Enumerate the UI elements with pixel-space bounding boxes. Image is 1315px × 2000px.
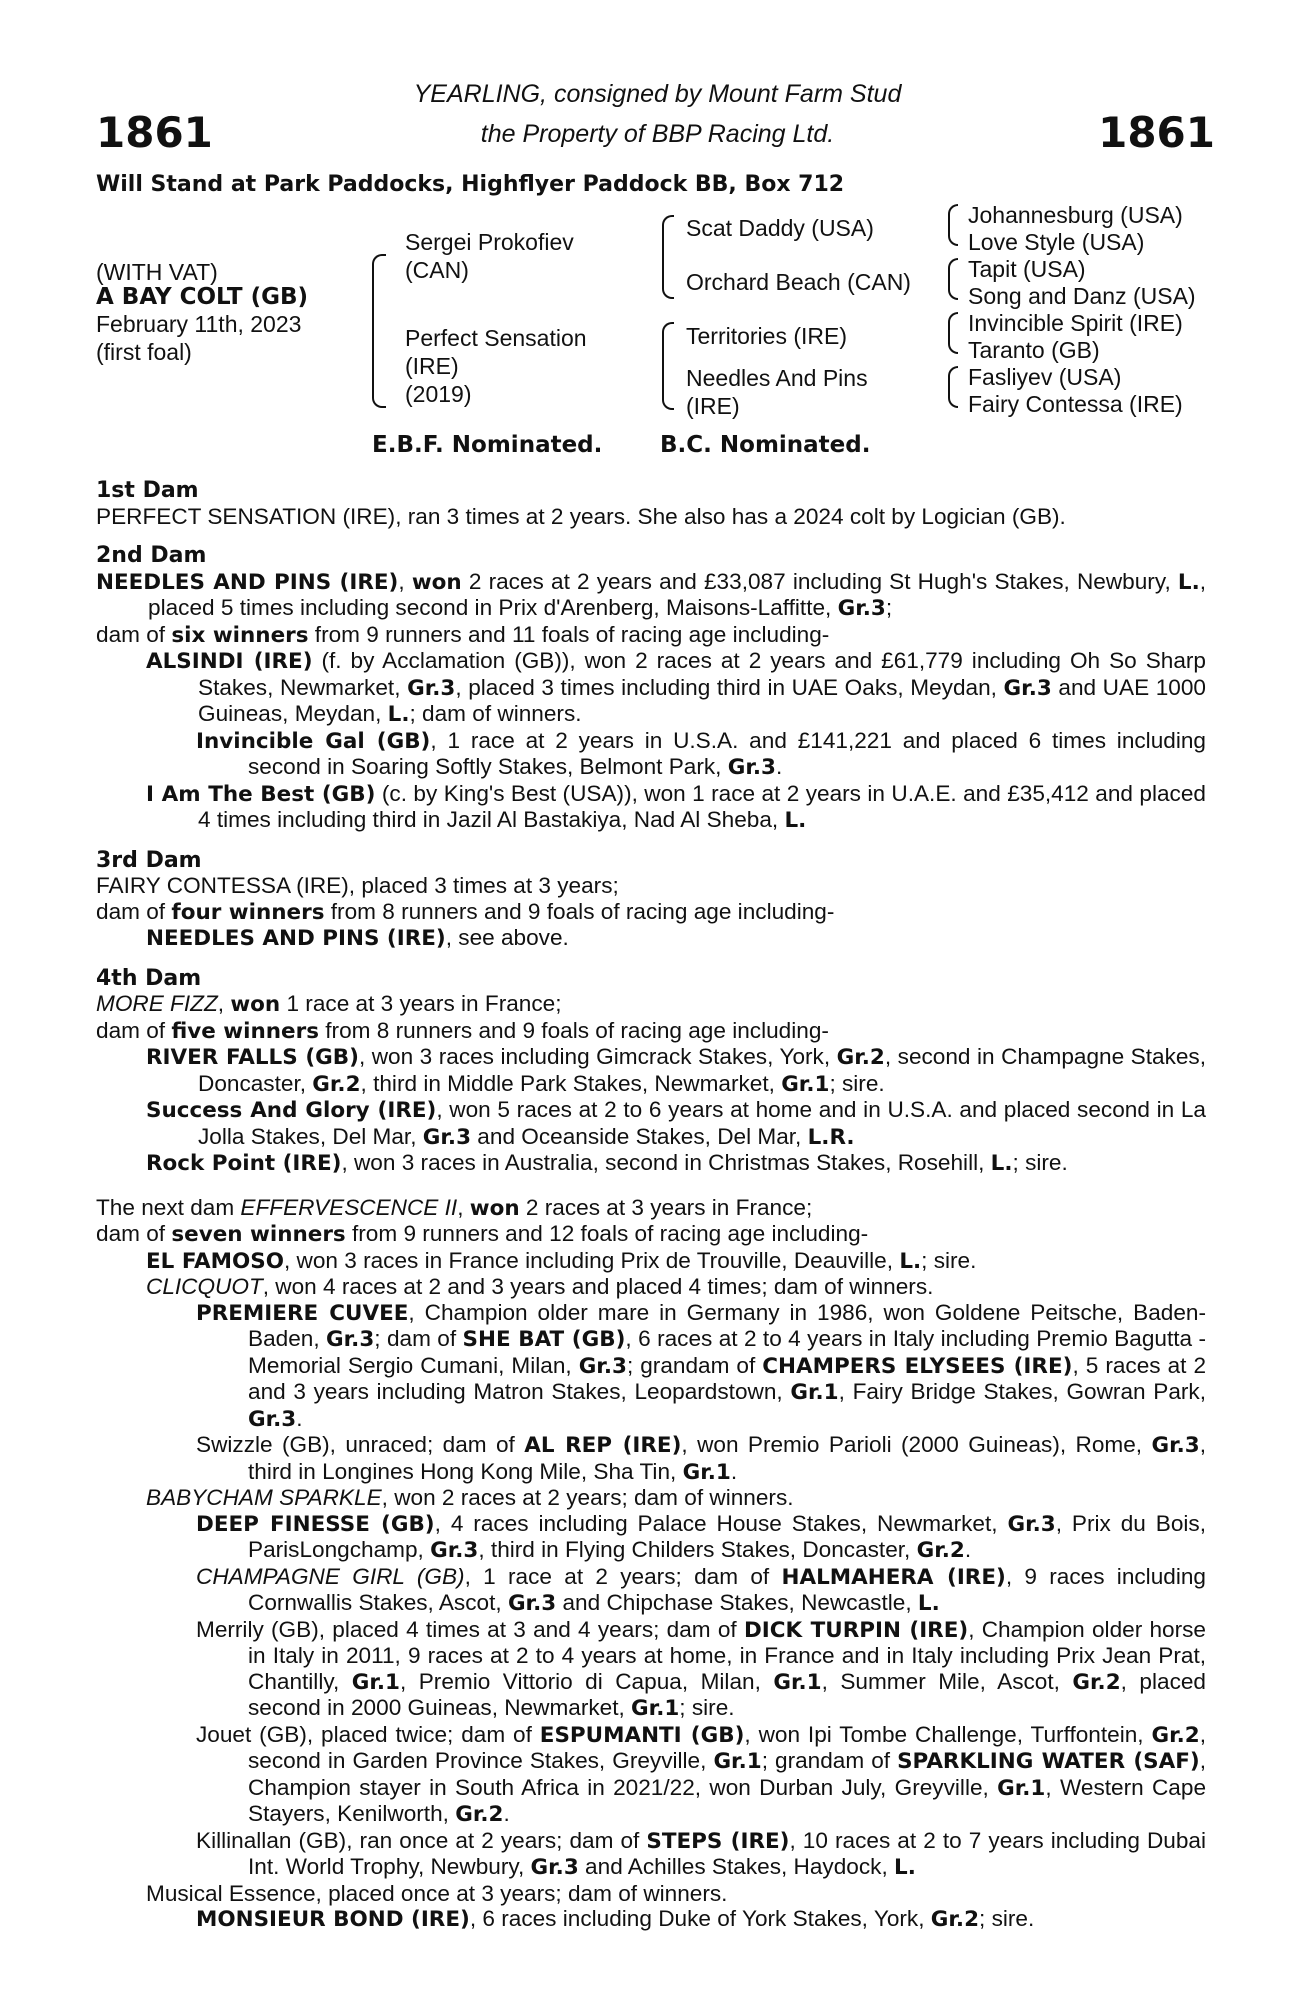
dam-sire: Territories (IRE) — [686, 323, 848, 349]
pedigree-notes — [96, 478, 1206, 1933]
produce-swizzle: Swizzle (GB), unraced; dam of AL REP (IRE), won Premio Parioli (2000 Guineas), Rome, Gr.3, third in Longines Hong Kong Mile, Sha Tin, Gr.1. — [196, 1432, 1206, 1485]
sire-line-brace — [662, 215, 674, 299]
g3-brace-1 — [948, 204, 958, 246]
produce-needles-and-pins: NEEDLES AND PINS (IRE), see above. — [146, 925, 569, 951]
produce-champagne-girl: CHAMPAGNE GIRL (GB), 1 race at 2 years; dam of HALMAHERA (IRE), 9 races including Cornwallis Stakes, Ascot, Gr.3 and Chipchase Stakes, Newcastle, L. — [196, 1563, 1206, 1616]
produce-premiere-cuvee: PREMIERE CUVEE, Champion older mare in Germany in 1986, won Goldene Peitsche, Baden-Baden, Gr.3; dam of SHE BAT (GB), 6 races at 2 to 4 years in Italy including Premio Bagutta - Memorial Sergio Cumani, Milan, Gr.3; grandam of CHAMPERS ELYSEES (IRE), 5 races at 2 and 3 years including Matron Stakes, Leopardstown, Gr.1, Fairy Bridge Stakes, Gowran Park, Gr.3. — [196, 1299, 1207, 1432]
first-foal-note: (first foal) — [96, 339, 192, 365]
produce-el-famoso: EL FAMOSO, won 3 races in France including Prix de Trouville, Deauville, L.; sire. — [146, 1247, 977, 1274]
third-dam-produce: dam of four winners from 8 runners and 9 foals of racing age including- — [96, 898, 835, 925]
header-line-1: YEARLING, consigned by Mount Farm Stud — [413, 80, 902, 108]
third-dam-text: FAIRY CONTESSA (IRE), placed 3 times at 3 years; — [96, 873, 619, 898]
ebf-nomination: E.B.F. Nominated. — [372, 432, 603, 458]
g3-ancestor: Song and Danz (USA) — [968, 283, 1196, 309]
header-line-2: the Property of BBP Racing Ltd. — [480, 120, 835, 148]
produce-i-am-the-best: I Am The Best (GB) (c. by King's Best (USA)), won 1 race at 2 years in U.A.E. and £35,412 and placed 4 times including third in Jazil Al Bastakiya, Nad Al Sheba, L. — [146, 780, 1206, 833]
second-dam-produce: dam of six winners from 9 runners and 11 foals of racing age including- — [96, 621, 830, 648]
produce-musical-essence: Musical Essence, placed once at 3 years; dam of winners. — [146, 1880, 728, 1906]
fourth-dam-text: MORE FIZZ, won 1 race at 3 years in France; — [96, 991, 562, 1017]
dam-dam: Needles And Pins (IRE) — [686, 365, 868, 419]
produce-success-and-glory: Success And Glory (IRE), won 5 races at 2 to 6 years at home and in U.S.A. and placed second in La Jolla Stakes, Del Mar, Gr.3 and Oceanside Stakes, Del Mar, L.R. — [146, 1097, 1206, 1150]
g3-brace-2 — [948, 258, 958, 300]
second-dam-heading: 2nd Dam — [96, 543, 207, 568]
sire-name: Sergei Prokofiev (CAN) — [405, 229, 574, 283]
first-dam-text: PERFECT SENSATION (IRE), ran 3 times at 2 years. She also has a 2024 colt by Logician (GB). — [96, 503, 1066, 529]
produce-jouet: Jouet (GB), placed twice; dam of ESPUMANTI (GB), won Ipi Tombe Challenge, Turffontein, Gr.2, second in Garden Province Stakes, Greyville, Gr.1; grandam of SPARKLING WATER (SAF), Champion stayer in South Africa in 2021/22, won Durban July, Greyville, Gr.1, Western Cape Stayers, Kenilworth, Gr.2. — [196, 1721, 1207, 1827]
produce-babycham-sparkle: BABYCHAM SPARKLE, won 2 races at 2 years; dam of winners. — [146, 1485, 794, 1510]
produce-monsieur-bond: MONSIEUR BOND (IRE), 6 races including Duke of York Stakes, York, Gr.2; sire. — [196, 1906, 1035, 1932]
lot-horse-name: A BAY COLT (GB) — [96, 284, 309, 310]
g3-ancestor: Tapit (USA) — [968, 256, 1086, 282]
next-dam-text: The next dam EFFERVESCENCE II, won 2 races at 3 years in France; — [96, 1194, 813, 1221]
produce-invincible-gal: Invincible Gal (GB), 1 race at 2 years in U.S.A. and £141,221 and placed 6 times including second in Soaring Softly Stakes, Belmont Park, Gr.3. — [196, 727, 1206, 780]
fourth-dam-heading: 4th Dam — [96, 965, 202, 991]
fourth-dam-produce: dam of five winners from 8 runners and 9 foals of racing age including- — [96, 1017, 829, 1044]
g3-brace-4 — [948, 366, 958, 408]
sire-dam: Orchard Beach (CAN) — [686, 269, 911, 295]
g3-ancestor: Fasliyev (USA) — [968, 364, 1122, 390]
vat-note: (WITH VAT) — [96, 259, 218, 285]
dam-line-brace — [662, 322, 674, 410]
g3-ancestor: Fairy Contessa (IRE) — [968, 391, 1183, 417]
produce-killinallan: Killinallan (GB), ran once at 2 years; dam of STEPS (IRE), 10 races at 2 to 7 years including Dubai Int. World Trophy, Newbury, Gr.3 and Achilles Stakes, Haydock, L. — [196, 1827, 1206, 1880]
bc-nomination: B.C. Nominated. — [660, 432, 871, 458]
produce-merrily: Merrily (GB), placed 4 times at 3 and 4 years; dam of DICK TURPIN (IRE), Champion older horse in Italy in 2011, 9 races at 2 to 4 years at home, in France and in Italy including Prix Jean Prat, Chantilly, Gr.1, Premio Vittorio di Capua, Milan, Gr.1, Summer Mile, Ascot, Gr.2, placed second in 2000 Guineas, Newmarket, Gr.1; sire. — [196, 1616, 1206, 1721]
second-dam-text: NEEDLES AND PINS (IRE), won 2 races at 2 years and £33,087 including St Hugh's Stakes, Newbury, L., placed 5 times including second in Prix d'Arenberg, Maisons-Laffitte, Gr.3; — [96, 568, 1207, 621]
first-dam-heading: 1st Dam — [96, 478, 199, 503]
location-line: Will Stand at Park Paddocks, Highflyer Paddock BB, Box 712 — [96, 172, 845, 197]
dam-name: Perfect Sensation (IRE) (2019) — [405, 325, 587, 407]
foaled-date: February 11th, 2023 — [96, 311, 302, 337]
produce-rock-point: Rock Point (IRE), won 3 races in Australia, second in Christmas Stakes, Rosehill, L.; sire. — [146, 1150, 1068, 1176]
g3-ancestor: Johannesburg (USA) — [968, 202, 1183, 228]
g3-ancestor: Taranto (GB) — [968, 337, 1100, 363]
sire-sire: Scat Daddy (USA) — [686, 215, 874, 241]
produce-river-falls: RIVER FALLS (GB), won 3 races including Gimcrack Stakes, York, Gr.2, second in Champagne Stakes, Doncaster, Gr.2, third in Middle Park Stakes, Newmarket, Gr.1; sire. — [146, 1044, 1207, 1097]
lot-number-left: 1861 — [96, 108, 213, 157]
next-dam-produce: dam of seven winners from 9 runners and 12 foals of racing age including- — [96, 1221, 869, 1247]
g3-ancestor: Invincible Spirit (IRE) — [968, 310, 1183, 336]
lot-number-right: 1861 — [1098, 108, 1215, 157]
produce-deep-finesse: DEEP FINESSE (GB), 4 races including Palace House Stakes, Newmarket, Gr.3, Prix du Bois, ParisLongchamp, Gr.3, third in Flying Childers Stakes, Doncaster, Gr.2. — [196, 1510, 1206, 1563]
produce-clicquot: CLICQUOT, won 4 races at 2 and 3 years and placed 4 times; dam of winners. — [146, 1274, 934, 1299]
g3-ancestor: Love Style (USA) — [968, 229, 1145, 255]
produce-alsindi: ALSINDI (IRE) (f. by Acclamation (GB)), won 2 races at 2 years and £61,779 including Oh So Sharp Stakes, Newmarket, Gr.3, placed 3 times including third in UAE Oaks, Meydan, Gr.3 and UAE 1000 Guineas, Meydan, L.; dam of winners. — [146, 648, 1207, 727]
third-dam-heading: 3rd Dam — [96, 847, 202, 873]
g3-brace-3 — [948, 312, 958, 354]
sire-dam-brace — [372, 254, 386, 408]
